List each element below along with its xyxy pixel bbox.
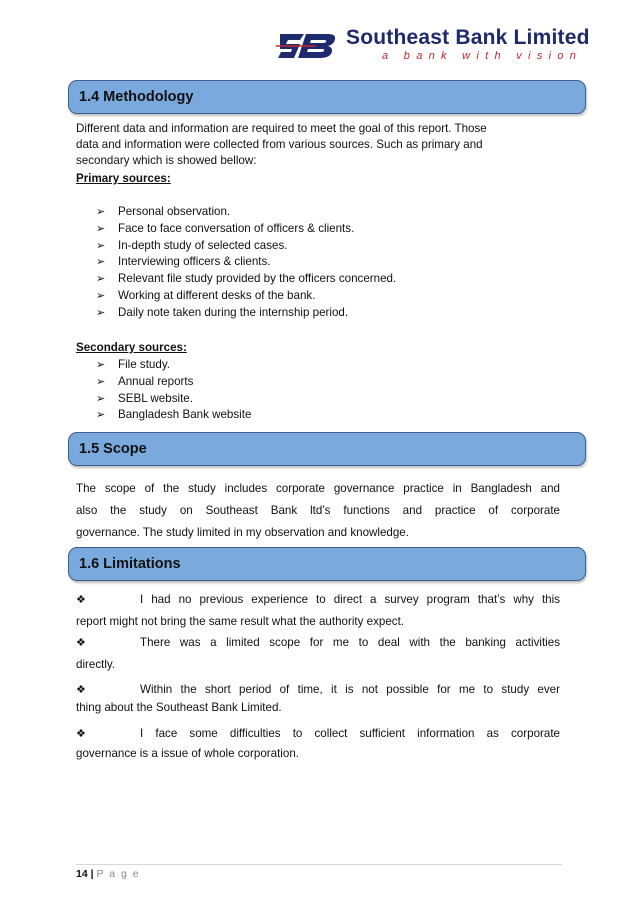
scope-line-1: The scope of the study includes corporate governance practice in Bangladesh and	[76, 482, 560, 495]
list-item: ➢ Personal observation.	[96, 204, 396, 221]
methodology-heading: 1.4 Methodology	[79, 89, 194, 105]
list-item: ➢ Face to face conversation of officers & clients.	[96, 221, 396, 238]
methodology-intro-line-3: secondary which is showed bellow:	[76, 154, 257, 167]
page-separator: |	[90, 868, 94, 880]
limitation-item-1-first: ❖ I had no previous experience to direct a survey program that’s why this	[76, 589, 560, 611]
diamond-bullet-icon: ❖	[76, 684, 86, 696]
limitation-item-1-rest: report might not bring the same result what the authority expect.	[76, 615, 405, 628]
scope-line-3: governance. The study limited in my observation and knowledge.	[76, 526, 409, 539]
list-item: ➢ SEBL website.	[96, 391, 251, 408]
limitations-heading-box	[68, 547, 586, 581]
sb-logo-mark	[276, 30, 342, 62]
arrow-bullet-icon: ➢	[96, 392, 106, 405]
limitation-item-3-rest: thing about the Southeast Bank Limited.	[76, 701, 282, 714]
diamond-bullet-icon: ❖	[76, 728, 86, 740]
arrow-bullet-icon: ➢	[96, 239, 106, 252]
limitations-heading: 1.6 Limitations	[79, 556, 181, 572]
bank-tagline: a bank with vision	[382, 50, 583, 62]
limitation-item-2-first: ❖ There was a limited scope for me to deal with the banking activities	[76, 632, 560, 654]
primary-sources-list	[96, 204, 396, 322]
list-item: ➢ Bangladesh Bank website	[96, 407, 251, 424]
list-item: ➢ Interviewing officers & clients.	[96, 254, 396, 271]
bank-logo	[276, 24, 632, 66]
limitation-item-4-rest: governance is a issue of whole corporation.	[76, 747, 299, 760]
secondary-sources-list	[96, 357, 251, 424]
page-number: 14	[76, 868, 88, 880]
secondary-sources-label: Secondary sources:	[76, 341, 187, 354]
list-item: ➢ Annual reports	[96, 374, 251, 391]
page-footer	[76, 868, 140, 880]
page-label: P a g e	[96, 868, 141, 880]
arrow-bullet-icon: ➢	[96, 409, 106, 422]
list-item: ➢ In-depth study of selected cases.	[96, 238, 396, 255]
methodology-heading-box	[68, 80, 586, 114]
limitation-item-2-rest: directly.	[76, 658, 116, 671]
limitation-item-4-first: ❖ I face some difficulties to collect sufficient information as corporate	[76, 723, 560, 745]
methodology-intro-line-1: Different data and information are required to meet the goal of this report. Those	[76, 122, 487, 135]
arrow-bullet-icon: ➢	[96, 273, 106, 286]
arrow-bullet-icon: ➢	[96, 206, 106, 218]
list-item: ➢ Relevant file study provided by the officers concerned.	[96, 271, 396, 288]
arrow-bullet-icon: ➢	[96, 306, 106, 319]
arrow-bullet-icon: ➢	[96, 256, 106, 269]
arrow-bullet-icon: ➢	[96, 222, 106, 235]
limitation-item-3-first: ❖ Within the short period of time, it is not possible for me to study ever	[76, 679, 560, 701]
diamond-bullet-icon: ❖	[76, 594, 86, 606]
list-item: ➢ File study.	[96, 357, 251, 374]
list-item: ➢ Daily note taken during the internship period.	[96, 305, 396, 322]
diamond-bullet-icon: ❖	[76, 637, 86, 649]
scope-line-2: also the study on Southeast Bank ltd’s functions and practice of corporate	[76, 504, 560, 517]
bank-name: Southeast Bank Limited	[346, 26, 590, 49]
scope-heading: 1.5 Scope	[79, 441, 147, 457]
arrow-bullet-icon: ➢	[96, 289, 106, 302]
primary-sources-label: Primary sources:	[76, 172, 171, 185]
footer-divider	[76, 864, 562, 865]
arrow-bullet-icon: ➢	[96, 359, 106, 371]
list-item: ➢ Working at different desks of the bank.	[96, 288, 396, 305]
methodology-intro-line-2: data and information were collected from various sources. Such as primary and	[76, 138, 483, 151]
scope-heading-box	[68, 432, 586, 466]
arrow-bullet-icon: ➢	[96, 375, 106, 388]
